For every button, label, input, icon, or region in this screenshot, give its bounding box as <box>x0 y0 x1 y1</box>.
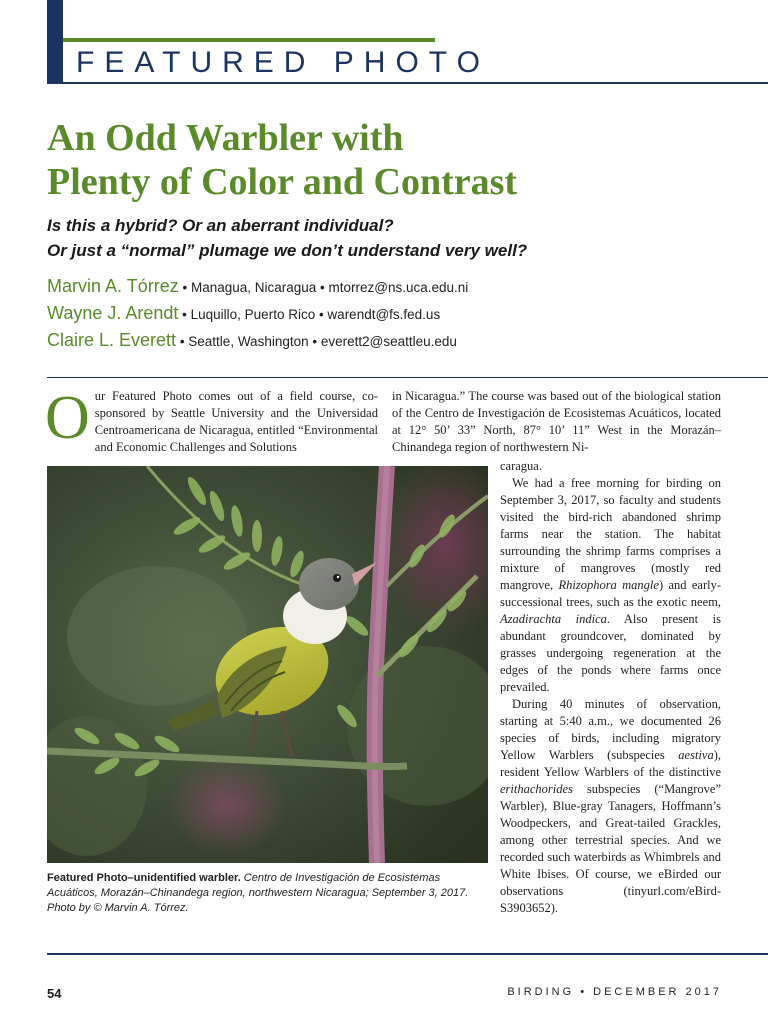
species-name: Azadirachta indica <box>500 612 607 626</box>
page-number: 54 <box>47 986 62 1001</box>
body-column-left <box>45 384 378 456</box>
subspecies-name: aestiva <box>678 748 714 762</box>
paragraph-1-continued: in Nicaragua.” The course was based out of the biological station of the Centro de Investigación de Ecosistemas Acuáticos, located at 12° 50’ 33” North, 87° 10’ 11” West in the Morazán–Chinandega region of northwestern Ni- <box>392 389 721 454</box>
author-name: Claire L. Everett <box>47 330 177 350</box>
photo-caption <box>47 871 487 916</box>
section-label: FEATURED PHOTO <box>76 46 490 79</box>
body-top-rule <box>47 377 768 378</box>
body-column-right-top <box>392 388 721 456</box>
paragraph-3-text: subspecies (“Mangrove” Warbler), Blue-gray Tanagers, Hoffmann’s Woodpeckers, and Great-tailed Grackles, among other terrestrial species. And we recorded such waterbirds as Whimbrels and White Ibises. Of course, we eBirded our observations (tinyurl.com/eBird-S3903652). <box>500 782 721 915</box>
author-line <box>47 330 747 357</box>
species-name: Rhizophora mangle <box>558 578 659 592</box>
author-list <box>47 276 747 357</box>
author-info: • Managua, Nicaragua • mtorrez@ns.uca.edu.ni <box>178 280 469 295</box>
caption-text: Centro de Investigación de Ecosistemas Acuáticos, Morazán–Chinandega region, northwestern Nicaragua; September 3, 2017. Photo by © Marvin A. Tórrez. <box>47 872 469 914</box>
paragraph-1-end: caragua. <box>500 459 542 473</box>
subspecies-name: erithachorides <box>500 782 573 796</box>
paragraph-2-text: ) and early-successional trees, such as the exotic neem, <box>500 578 722 609</box>
author-line <box>47 276 747 303</box>
paragraph-3-text: During 40 minutes of observation, starting at 5:40 a.m., we documented 26 species of birds, including migratory Yellow Warblers (subspecies <box>500 697 721 762</box>
caption-title: Featured Photo–unidentified warbler. <box>47 872 241 884</box>
title-line-1: An Odd Warbler with <box>47 117 404 159</box>
author-name: Wayne J. Arendt <box>47 303 179 323</box>
article-title <box>47 116 707 204</box>
warbler-photo <box>47 466 488 863</box>
author-name: Marvin A. Tórrez <box>47 276 179 296</box>
body-column-right <box>500 458 721 917</box>
paragraph-2-text: We had a free morning for birding on September 3, 2017, so faculty and students visited the bird-rich abandoned shrimp farms near the station. The habitat surrounding the shrimp farms comprises a mixture of mangroves (mostly red mangrove, <box>500 476 721 592</box>
section-accent-bar <box>47 0 63 84</box>
paragraph-1-start: ur Featured Photo comes out of a field course, co-sponsored by Seattle University and the Universidad Centroamericana de Nicaragua, entitled “Environmental and Economic Challenges and Solutions <box>94 389 378 454</box>
publication-footer: BIRDING • DECEMBER 2017 <box>507 986 722 998</box>
author-info: • Seattle, Washington • everett2@seattleu.edu <box>176 334 457 349</box>
deck-line-1: Is this a hybrid? Or an aberrant individual? <box>47 216 394 235</box>
article-deck <box>47 213 737 263</box>
deck-line-2: Or just a “normal” plumage we don’t understand very well? <box>47 241 528 260</box>
paragraph-2-text: . Also present is abundant groundcover, dominated by grasses undergoing regeneration at the edges of the ponds where farms once prevailed. <box>500 612 722 694</box>
paragraph-3-text: ), resident Yellow Warblers of the distinctive <box>500 748 721 779</box>
paragraph-2 <box>500 475 721 696</box>
section-rule-navy <box>63 82 768 84</box>
paragraph-3 <box>500 696 721 917</box>
section-rule-green <box>63 38 435 42</box>
title-line-2: Plenty of Color and Contrast <box>47 161 518 203</box>
drop-cap: O <box>45 384 90 452</box>
author-line <box>47 303 747 330</box>
author-info: • Luquillo, Puerto Rico • warendt@fs.fed.us <box>178 307 441 322</box>
footer-rule <box>47 953 768 955</box>
